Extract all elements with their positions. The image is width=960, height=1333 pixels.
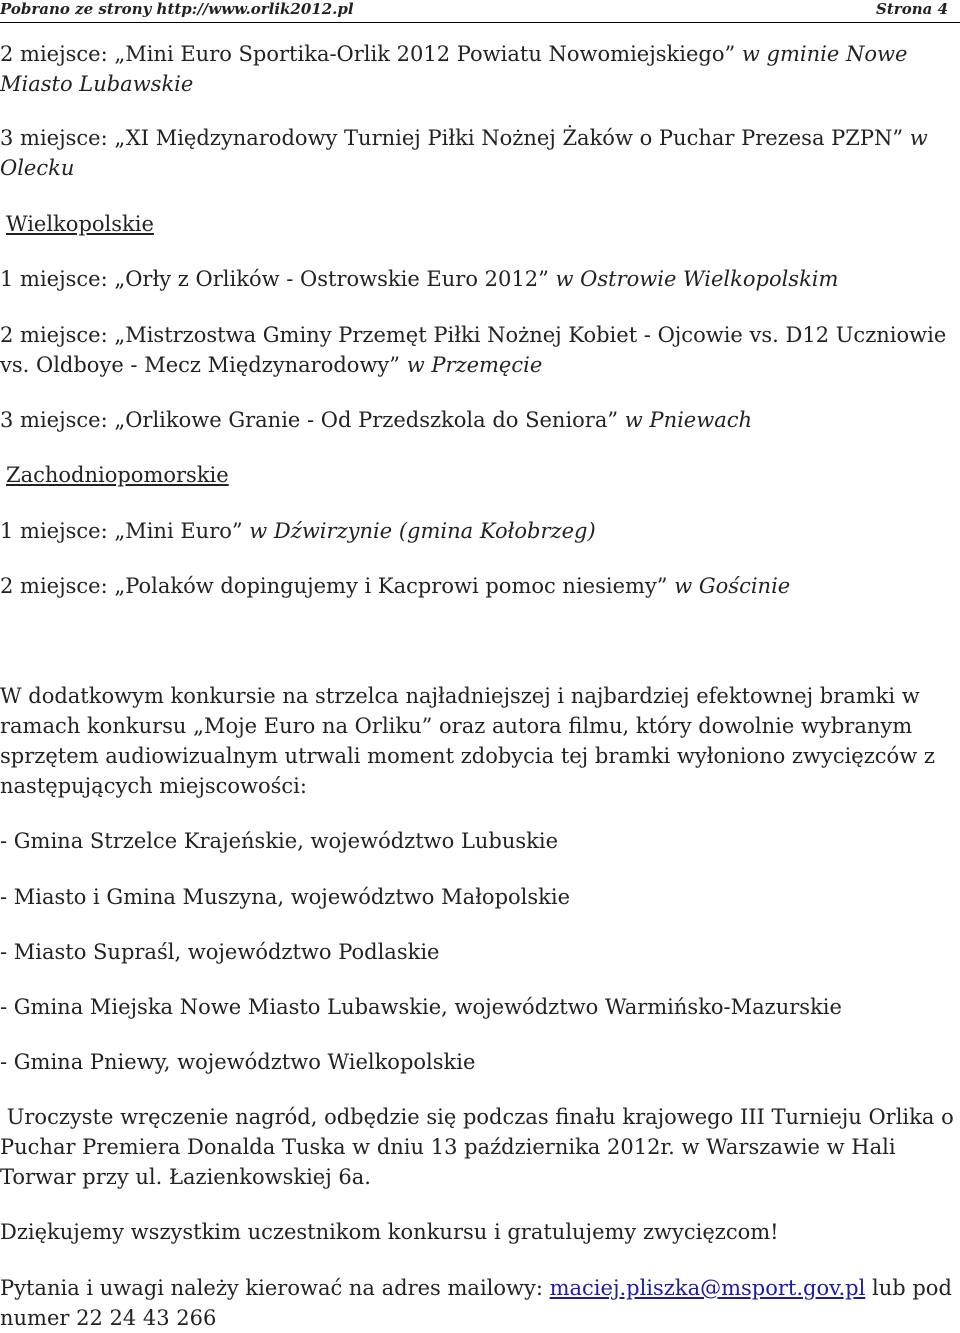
result-entry: 2 miejsce: „Mini Euro Sportika-Orlik 2012 Powiatu Nowomiejskiego” w gminie Nowe Miasto Lubawskie [0, 42, 908, 96]
winner-item: - Gmina Strzelce Krajeńskie, województwo Lubuskie [0, 829, 559, 853]
result-entry: 1 miejsce: „Orły z Orlików - Ostrowskie Euro 2012” w Ostrowie Wielkopolskim [0, 267, 839, 291]
winner-item: - Miasto Supraśl, województwo Podlaskie [0, 940, 440, 964]
region-heading: Wielkopolskie [6, 212, 154, 236]
intro-paragraph: W dodatkowym konkursie na strzelca najładniejszej i najbardziej efektownej bramki w ramach konkursu „Moje Euro na Orliku” oraz autora filmu, który dowolnie wybranym sprzętem audiowizualnym utrwali moment zdobycia tej bramki wyłoniono zwycięzców z następujących miejscowości: [0, 684, 935, 798]
source-label: Pobrano ze strony http://www.orlik2012.pl [0, 0, 354, 18]
contact-paragraph: Pytania i uwagi należy kierować na adres mailowy: maciej.pliszka@msport.gov.pl lub pod numer 22 24 43 266 [0, 1276, 952, 1330]
header-divider [0, 22, 960, 23]
page-header [0, 0, 960, 18]
result-entry: 2 miejsce: „Mistrzostwa Gminy Przemęt Piłki Nożnej Kobiet - Ojcowie vs. D12 Uczniowie vs. Oldboye - Mecz Międzynarodowy” w Przemęcie [0, 323, 947, 377]
region-heading: Zachodniopomorskie [6, 463, 229, 487]
page-number: Strona 4 [876, 0, 948, 18]
winner-item: - Gmina Miejska Nowe Miasto Lubawskie, województwo Warmińsko-Mazurskie [0, 995, 842, 1019]
winner-item: - Miasto i Gmina Muszyna, województwo Małopolskie [0, 885, 571, 909]
email-link[interactable]: maciej.pliszka@msport.gov.pl [549, 1276, 866, 1300]
result-entry: 3 miejsce: „XI Międzynarodowy Turniej Piłki Nożnej Żaków o Puchar Prezesa PZPN” w Olecku [0, 126, 928, 180]
ceremony-paragraph: Uroczyste wręczenie nagród, odbędzie się podczas finału krajowego III Turnieju Orlika o Puchar Premiera Donalda Tuska w dniu 13 października 2012r. w Warszawie w Hali Torwar przy ul. Łazienkowskiej 6a. [0, 1105, 960, 1189]
result-entry: 1 miejsce: „Mini Euro” w Dźwirzynie (gmina Kołobrzeg) [0, 519, 596, 543]
thanks-paragraph: Dziękujemy wszystkim uczestnikom konkursu i gratulujemy zwycięzcom! [0, 1220, 779, 1244]
result-entry: 2 miejsce: „Polaków dopingujemy i Kacprowi pomoc niesiemy” w Gościnie [0, 574, 791, 598]
winner-item: - Gmina Pniewy, województwo Wielkopolskie [0, 1050, 476, 1074]
result-entry: 3 miejsce: „Orlikowe Granie - Od Przedszkola do Seniora” w Pniewach [0, 408, 753, 432]
